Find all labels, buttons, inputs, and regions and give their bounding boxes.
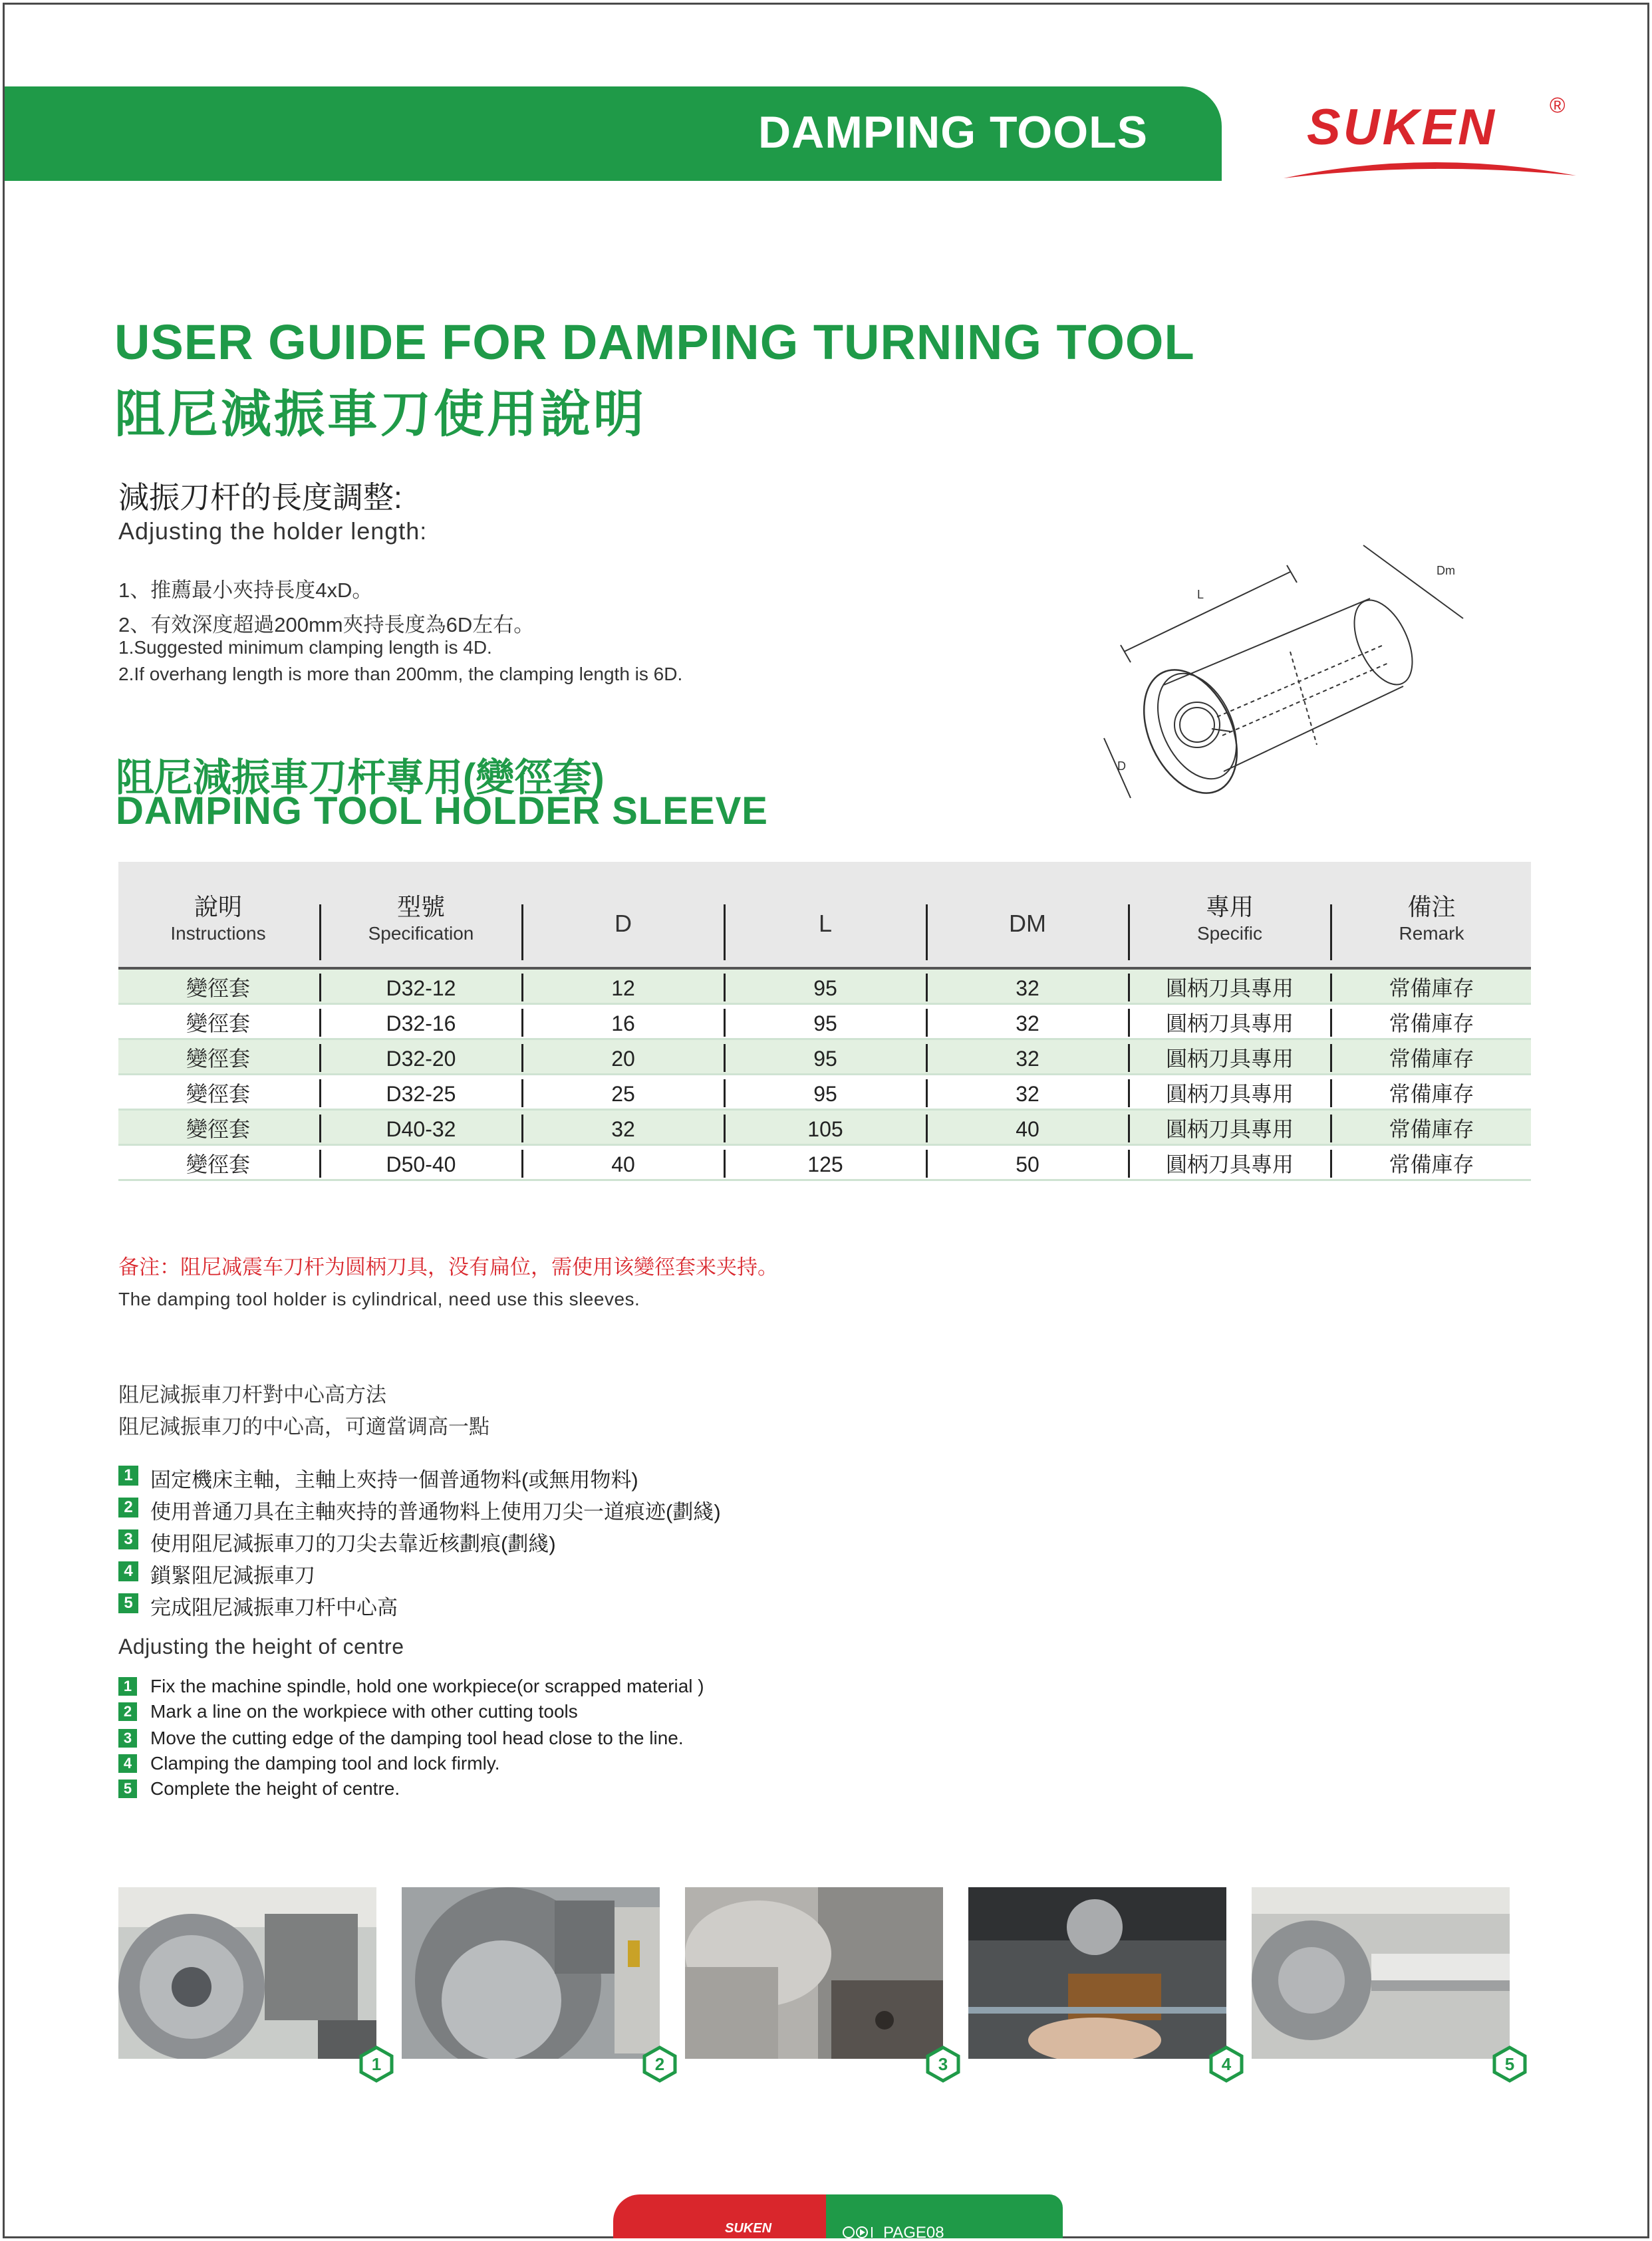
table-cell: D32-20 (386, 1047, 456, 1071)
svg-text:3: 3 (938, 2054, 948, 2074)
column-divider (1128, 1150, 1130, 1178)
page-title-zh: 阻尼減振車刀使用說明 (114, 386, 646, 443)
step-photo-4 (968, 1887, 1226, 2059)
table-cell: D32-16 (386, 1011, 456, 1035)
table-cell: 常備庫存 (1389, 1011, 1474, 1035)
table-row (118, 1040, 1531, 1075)
column-divider (1128, 1044, 1130, 1072)
header-cell: 說明 Instructions (170, 893, 266, 944)
header-cell: 型號 Specification (368, 893, 474, 944)
logo-text: SUKEN (1307, 99, 1498, 156)
column-divider (926, 1009, 928, 1037)
sleeve-table (118, 862, 1531, 1181)
column-divider (926, 1044, 928, 1072)
table-cell: 圓柄刀具專用 (1165, 1047, 1294, 1071)
header-cell: 備注 Remark (1399, 893, 1464, 944)
logo-swoosh-icon (1280, 156, 1580, 182)
adjust-note: 2、有效深度超過200mm夾持長度為6D左右。 (118, 613, 535, 636)
adjust-heading-zh: 減振刀杆的長度調整: (118, 480, 402, 515)
page-number: PAGE08 (883, 2224, 944, 2241)
adjust-note: 1.Suggested minimum clamping length is 4D. (118, 637, 492, 658)
table-cell: 95 (813, 976, 837, 1000)
table-cell: D32-25 (386, 1082, 456, 1106)
step-badge-3 (924, 2045, 962, 2083)
table-cell: 95 (813, 1082, 837, 1106)
column-divider (1128, 1079, 1130, 1107)
adjust-note: 2.If overhang length is more than 200mm, the clamping length is 6D. (118, 664, 683, 684)
column-divider (1330, 1079, 1332, 1107)
remark-en: The damping tool holder is cylindrical, need use this sleeves. (118, 1289, 640, 1309)
table-cell: 常備庫存 (1389, 1082, 1474, 1106)
column-divider (521, 1079, 523, 1107)
column-divider (724, 1009, 726, 1037)
table-cell: 95 (813, 1011, 837, 1035)
column-divider (521, 974, 523, 1001)
column-divider (1128, 974, 1130, 1001)
table-header (118, 862, 1531, 967)
step-photo-1 (118, 1887, 376, 2059)
column-divider (1330, 1150, 1332, 1178)
adjust-heading-en: Adjusting the holder length: (118, 517, 428, 545)
svg-text:1: 1 (371, 2054, 382, 2074)
table-cell: 變徑套 (186, 976, 250, 1000)
step-badge-2 (641, 2045, 678, 2083)
table-cell: 變徑套 (186, 1117, 250, 1141)
column-divider (926, 1079, 928, 1107)
header-cell: D (615, 910, 632, 937)
table-cell: 16 (611, 1011, 635, 1035)
column-divider (926, 974, 928, 1001)
table-cell: 圓柄刀具專用 (1165, 1152, 1294, 1176)
table-cell: 32 (611, 1117, 635, 1141)
step-photo-2 (402, 1887, 660, 2059)
column-divider (319, 974, 321, 1001)
table-cell: 常備庫存 (1389, 1047, 1474, 1071)
table-cell: 常備庫存 (1389, 1152, 1474, 1176)
table-cell: D40-32 (386, 1117, 456, 1141)
adjust-note: 1、推薦最小夾持長度4xD。 (118, 579, 373, 602)
column-divider (1330, 1115, 1332, 1142)
step-badge-4 (1208, 2045, 1245, 2083)
column-divider (1330, 1044, 1332, 1072)
table-cell: 圓柄刀具專用 (1165, 1117, 1294, 1141)
step-photo-3 (685, 1887, 943, 2059)
column-divider (319, 1044, 321, 1072)
sleeve-diagram (1091, 532, 1490, 811)
column-divider (926, 1150, 928, 1178)
column-divider (1128, 1009, 1130, 1037)
table-cell: 125 (807, 1152, 843, 1176)
column-divider (319, 1150, 321, 1178)
column-divider (724, 974, 726, 1001)
svg-text:4: 4 (1221, 2054, 1232, 2074)
column-divider (724, 1150, 726, 1178)
table-cell: 變徑套 (186, 1047, 250, 1071)
centre-heading-zh: 阻尼減振車刀杆對中心高方法 (118, 1383, 386, 1406)
svg-text:5: 5 (1504, 2054, 1515, 2074)
table-cell: 圓柄刀具專用 (1165, 976, 1294, 1000)
column-divider (1330, 974, 1332, 1001)
page-title-en: USER GUIDE FOR DAMPING TURNING TOOL (114, 315, 1195, 370)
svg-text:2: 2 (654, 2054, 665, 2074)
table-cell: 105 (807, 1117, 843, 1141)
table-cell: 變徑套 (186, 1082, 250, 1106)
table-cell: 50 (1016, 1152, 1039, 1176)
table-cell: 32 (1016, 976, 1039, 1000)
table-row (118, 1005, 1531, 1040)
table-cell: 32 (1016, 1011, 1039, 1035)
column-divider (319, 1009, 321, 1037)
table-cell: 12 (611, 976, 635, 1000)
centre-heading-en: Adjusting the height of centre (118, 1635, 404, 1658)
sleeve-title-zh: 阻尼減振車刀杆專用(變徑套) (116, 756, 605, 799)
table-cell: 圓柄刀具專用 (1165, 1082, 1294, 1106)
header-cell: 專用 Specific (1196, 893, 1263, 944)
table-cell: 圓柄刀具專用 (1165, 1011, 1294, 1035)
column-divider (1330, 1009, 1332, 1037)
table-cell: 40 (611, 1152, 635, 1176)
table-row (118, 1075, 1531, 1111)
column-divider (319, 1079, 321, 1107)
table-cell: 變徑套 (186, 1152, 250, 1176)
column-divider (926, 1115, 928, 1142)
dimension-d-label: D (1117, 759, 1126, 773)
table-cell: 20 (611, 1047, 635, 1071)
column-divider (724, 1079, 726, 1107)
column-divider (521, 1044, 523, 1072)
table-cell: 40 (1016, 1117, 1039, 1141)
column-divider (724, 1115, 726, 1142)
footer-red-tab (613, 2194, 826, 2238)
table-row (118, 1111, 1531, 1146)
column-divider (521, 1009, 523, 1037)
registered-mark: ® (1550, 93, 1566, 117)
table-cell: 32 (1016, 1047, 1039, 1071)
step-badge-1 (358, 2045, 395, 2083)
column-divider (724, 1044, 726, 1072)
table-row (118, 1146, 1531, 1181)
column-divider (1128, 1115, 1130, 1142)
table-cell: 95 (813, 1047, 837, 1071)
brand-logo (1280, 92, 1586, 178)
column-divider (319, 1115, 321, 1142)
page-nav-icon (842, 2225, 879, 2240)
table-cell: 常備庫存 (1389, 976, 1474, 1000)
header-cell: L (818, 910, 833, 937)
step-badge-5 (1491, 2045, 1528, 2083)
table-cell: 32 (1016, 1082, 1039, 1106)
header-title: DAMPING TOOLS (758, 107, 1148, 158)
table-row (118, 970, 1531, 1005)
footer-logo: SUKEN (725, 2221, 772, 2236)
dimension-l-label: L (1197, 588, 1204, 601)
column-divider (521, 1115, 523, 1142)
step-photo-5 (1252, 1887, 1510, 2059)
sleeve-title-en: DAMPING TOOL HOLDER SLEEVE (116, 789, 768, 833)
table-cell: 變徑套 (186, 1011, 250, 1035)
table-cell: D50-40 (386, 1152, 456, 1176)
table-cell: 25 (611, 1082, 635, 1106)
header-cell: DM (1009, 910, 1046, 937)
column-divider (521, 1150, 523, 1178)
dimension-dm-label: Dm (1437, 564, 1455, 577)
table-cell: 常備庫存 (1389, 1117, 1474, 1141)
table-body (118, 970, 1531, 1181)
centre-subheading-zh: 阻尼減振車刀的中心高，可適當调高一點 (118, 1415, 489, 1438)
table-cell: D32-12 (386, 976, 456, 1000)
remark-zh: 备注：阻尼减震车刀杆为圆柄刀具，没有扁位，需使用该變徑套来夹持。 (118, 1255, 778, 1279)
